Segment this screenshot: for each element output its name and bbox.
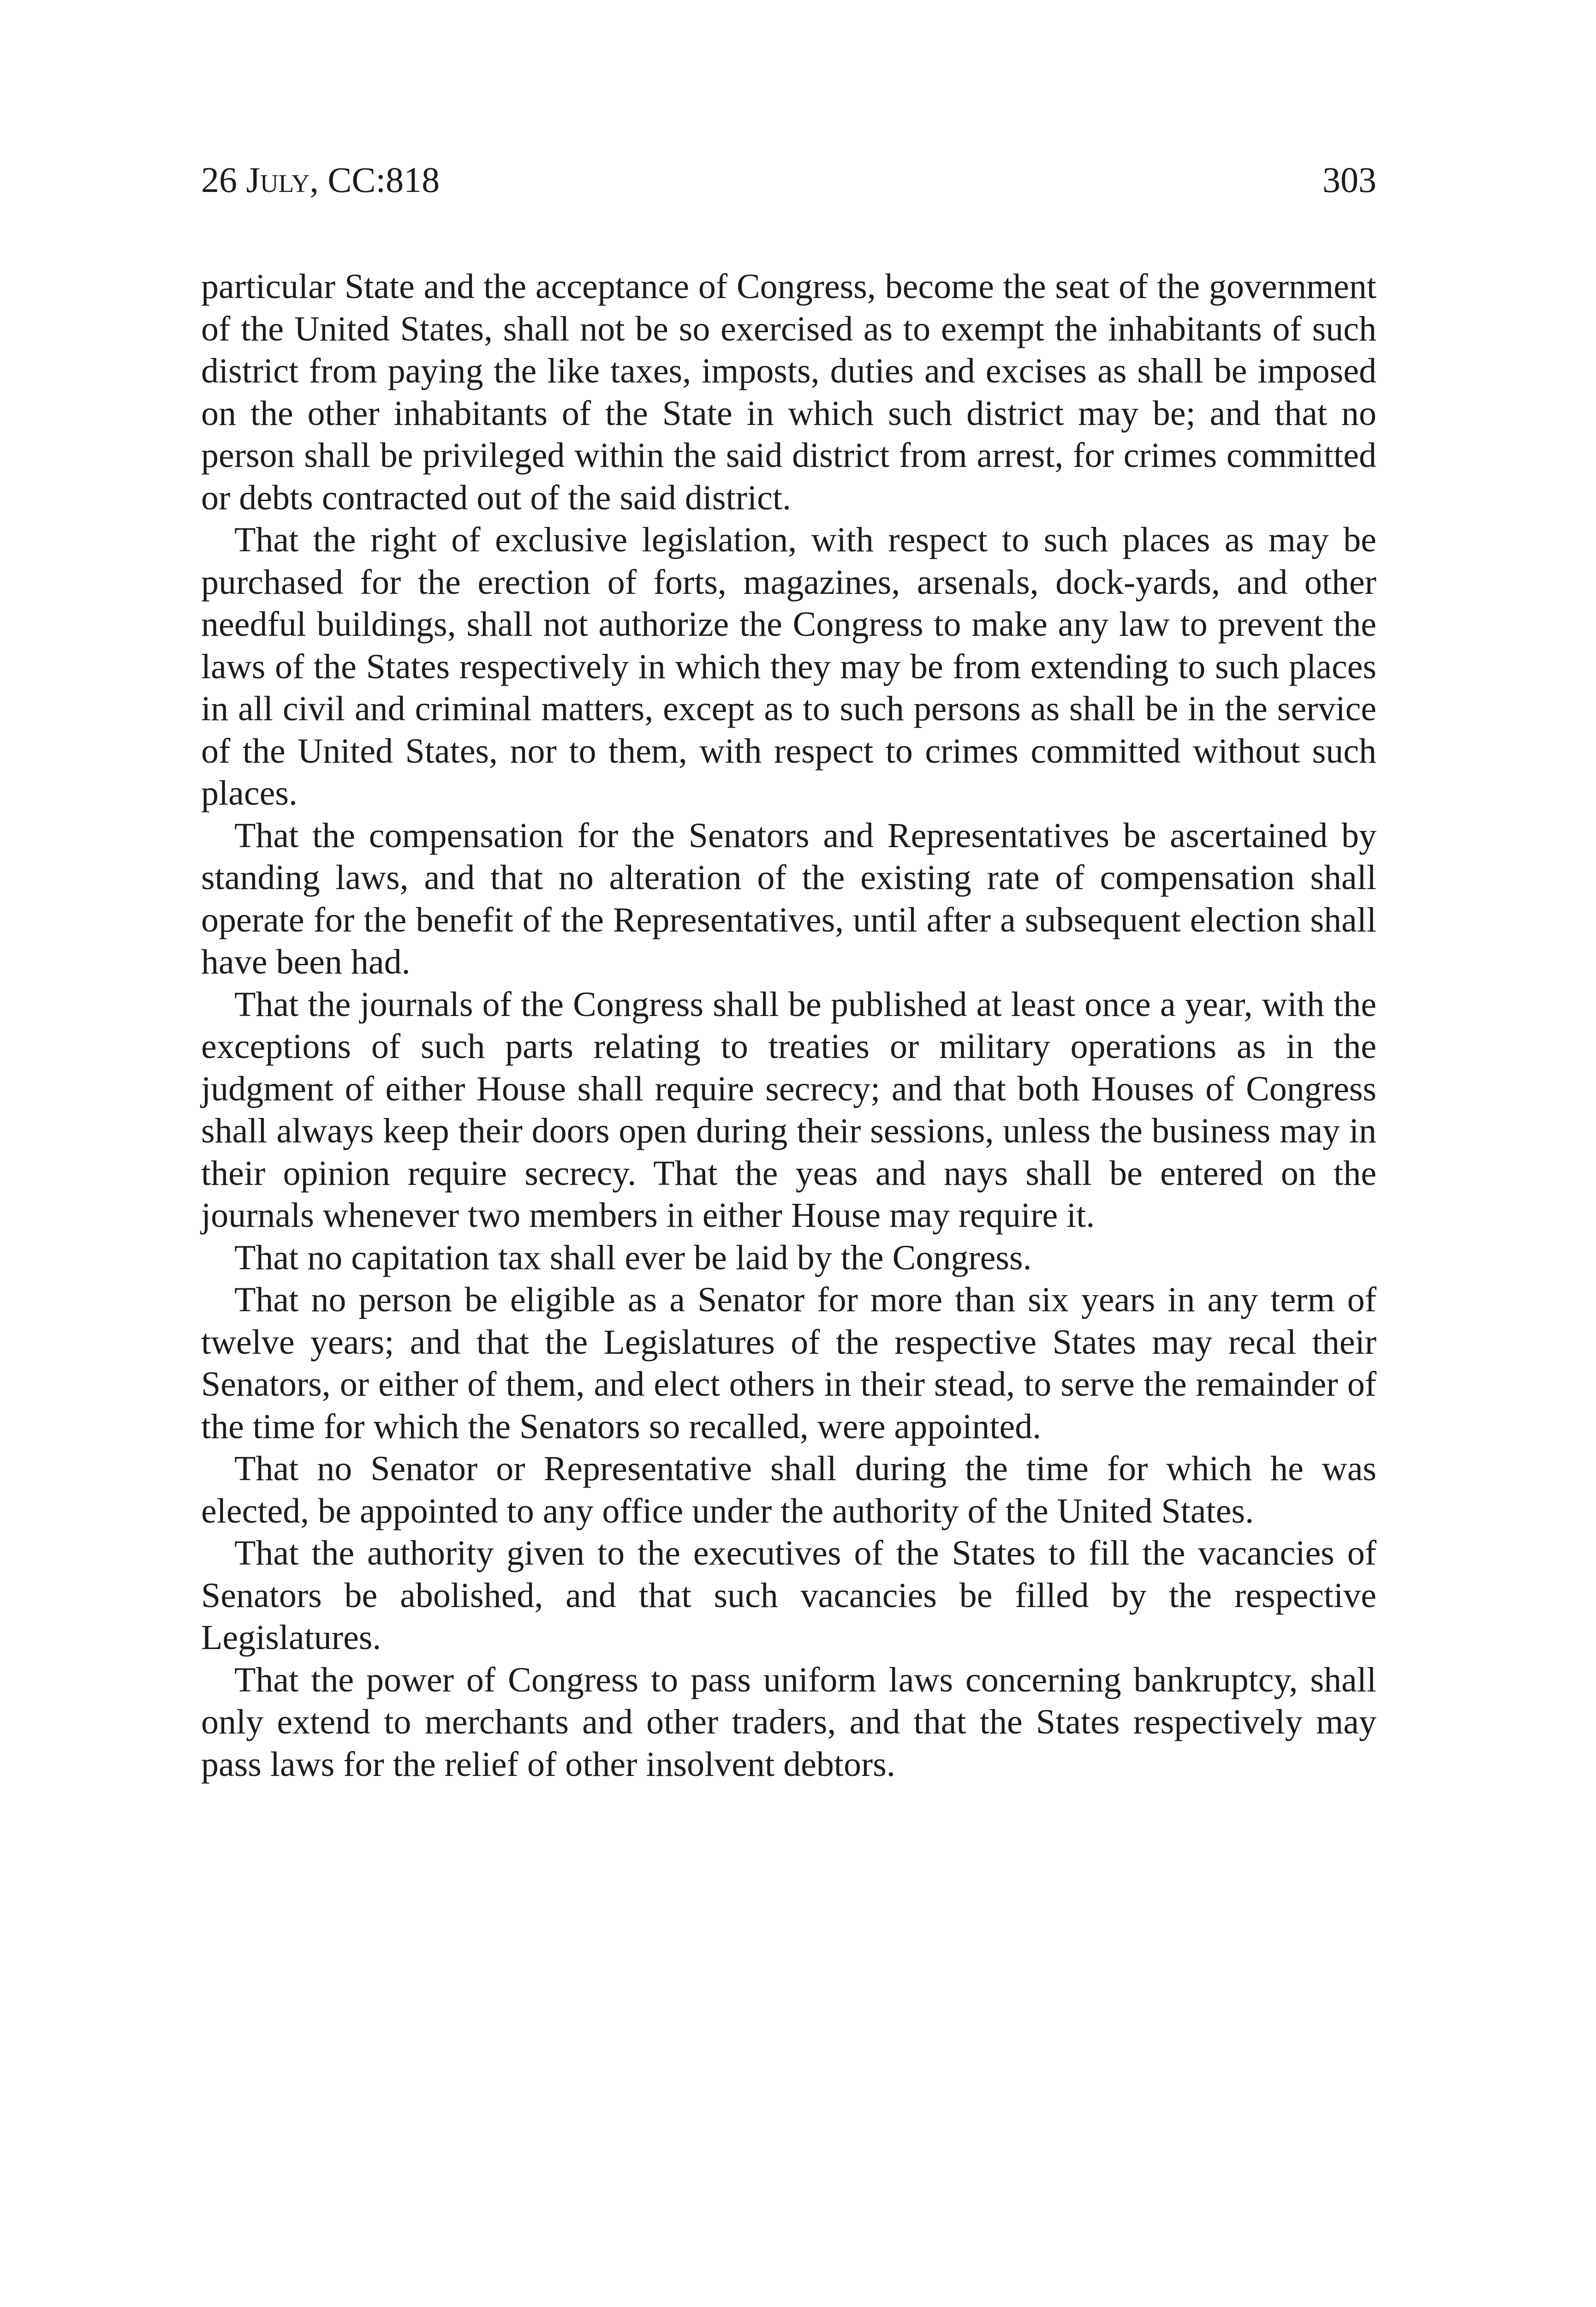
paragraph-bankruptcy: That the power of Congress to pass uniform laws concerning bankruptcy, shall only extend to merchants and other traders, and that the States respectively may pass laws for the relief of other insolvent debtors.: [201, 1660, 1376, 1784]
body-text: [201, 266, 1376, 1786]
page-number: 303: [1322, 160, 1376, 200]
running-head-title: [201, 157, 440, 203]
paragraph-senator-term: That no person be eligible as a Senator for more than six years in any term of twelve years; and that the Legislatures of the respective States may recal their Senators, or either of them, and elect others in their stead, to serve the remainder of the time for which the Senators so recalled, were appointed.: [201, 1280, 1376, 1446]
running-head-month: July: [246, 160, 310, 200]
paragraph-exclusive-legislation: That the right of exclusive legislation, with respect to such places as may be purchased for the erection of forts, magazines, arsenals, dock-yards, and other needful buildings, shall not authorize the Congress to make any law to prevent the laws of the States respectively in which they may be from extending to such places in all civil and criminal matters, except as to such persons as shall be in the service of the United States, nor to them, with respect to crimes committed without such places.: [201, 520, 1376, 813]
paragraph-continued: particular State and the acceptance of Congress, become the seat of the government of the United States, shall not be so exercised as to exempt the inhabitants of such district from paying the like taxes, imposts, duties and excises as shall be imposed on the other inhabitants of the State in which such district may be; and that no person shall be privileged within the said district from arrest, for crimes committed or debts contracted out of the said district.: [201, 267, 1376, 517]
document-page: [201, 157, 1376, 1786]
running-head-date: 26: [201, 160, 246, 200]
paragraph-capitation-tax: That no capitation tax shall ever be laid by the Congress.: [234, 1238, 1032, 1277]
paragraph-senate-vacancies: That the authority given to the executives of the States to fill the vacancies of Senators be abolished, and that such vacancies be filled by the respective Legislatures.: [201, 1534, 1376, 1657]
paragraph-office-restriction: That no Senator or Representative shall during the time for which he was elected, be appointed to any office under the authority of the United States.: [201, 1449, 1376, 1530]
paragraph-journals: That the journals of the Congress shall be published at least once a year, with the exceptions of such parts relating to treaties or military operations as in the judgment of either House shall require secrecy; and that both Houses of Congress shall always keep their doors open during their sessions, unless the business may in their opinion require secrecy. That the yeas and nays shall be entered on the journals whenever two members in either House may require it.: [201, 985, 1376, 1235]
running-head: [201, 157, 1376, 203]
running-head-ref: , CC:818: [310, 160, 440, 200]
paragraph-compensation: That the compensation for the Senators and Representatives be ascertained by standing laws, and that no alteration of the existing rate of compensation shall operate for the benefit of the Representatives, until after a subsequent election shall have been had.: [201, 816, 1376, 981]
